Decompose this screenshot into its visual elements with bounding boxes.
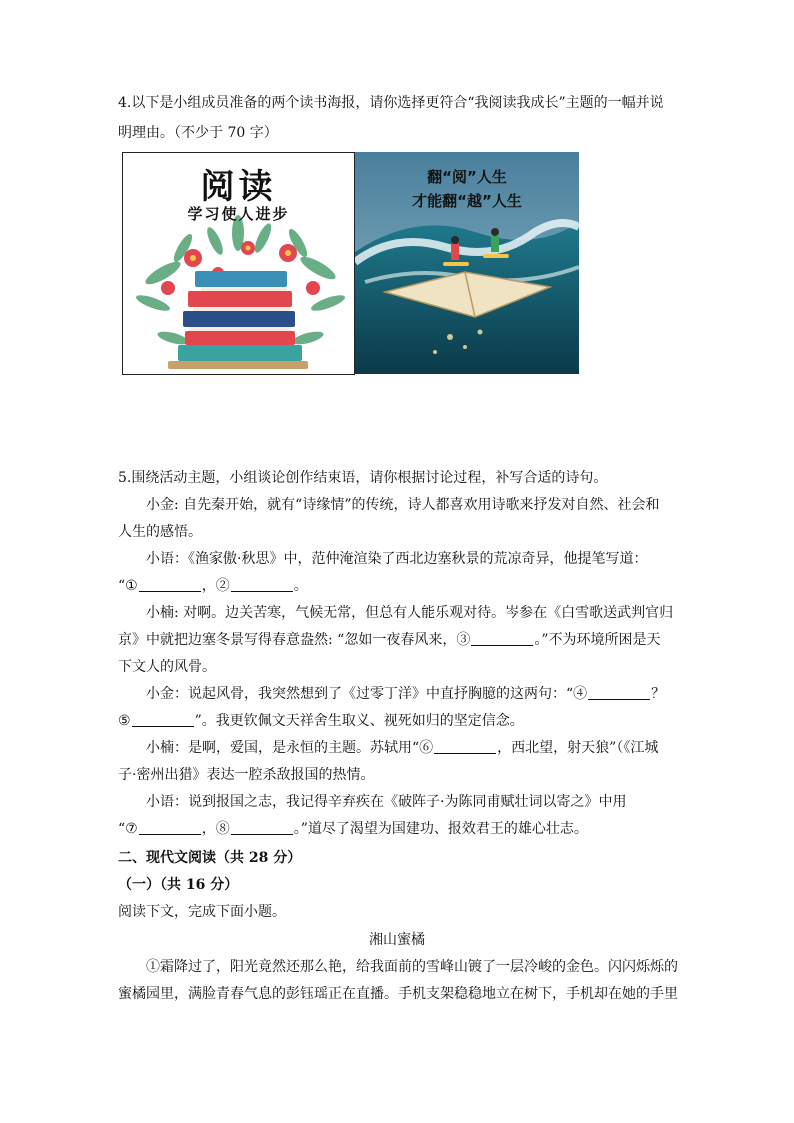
q5-p4b: ⑤ ”。我更钦佩文天祥舍生取义、视死如归的坚定信念。 <box>118 713 524 729</box>
q5-p3a: 小楠: 对啊。边关苦寒，气候无常，但总有人能乐观对待。岑参在《白雪歌送武判官归 <box>146 605 674 621</box>
section2-instruction: 阅读下文，完成下面小题。 <box>118 904 286 920</box>
poster-right-line1: 翻“阅”人生 <box>427 168 507 186</box>
article-para1a: ①霜降过了，阳光竟然还那么艳，给我面前的雪峰山镀了一层冷峻的金色。闪闪烁烁的 <box>146 959 678 975</box>
q5-p3b: 京》中就把边塞冬景写得春意盎然: “忽如一夜春风来，③ 。”不为环境所困是天 <box>118 632 661 648</box>
blank-8[interactable] <box>231 820 293 835</box>
q5-p3c: 下文人的风骨。 <box>118 659 216 675</box>
poster-left <box>122 152 355 375</box>
q4-line1: 4.以下是小组成员准备的两个读书海报，请你选择更符合“我阅读我成长”主题的一幅并说 <box>118 95 664 111</box>
blank-5[interactable] <box>132 712 194 727</box>
q5-p4a: 小金：说起风骨，我突然想到了《过零丁洋》中直抒胸臆的这两句：“④ ？ <box>146 686 666 702</box>
q5-p1b: 人生的感悟。 <box>118 524 202 540</box>
q5-p1a: 小金: 自先秦开始，就有“诗缘情”的传统，诗人都喜欢用诗歌来抒发对自然、社会和 <box>146 497 660 513</box>
blank-6[interactable] <box>434 739 496 754</box>
blank-7[interactable] <box>139 820 201 835</box>
blank-2[interactable] <box>231 577 293 592</box>
blank-1[interactable] <box>139 577 201 592</box>
poster-right <box>355 152 579 374</box>
q5-p6b: “⑦ ，⑧ 。”道尽了渴望为国建功、报效君王的雄心壮志。 <box>118 821 588 837</box>
poster-left-subtitle: 学习使人进步 <box>187 205 290 223</box>
q5-p2a: 小语：《渔家傲·秋思》中，范仲淹渲染了西北边塞秋景的荒凉奇异，他提笔写道： <box>146 551 648 567</box>
q5-p2b: “① ，② 。 <box>118 578 308 594</box>
q4-line2: 明理由。（不少于 70 字） <box>118 125 278 141</box>
q5-p5a: 小楠：是啊，爱国，是永恒的主题。苏轼用“⑥ ，西北望，射天狼”（《江城 <box>146 740 659 756</box>
poster-right-line2: 才能翻“越”人生 <box>412 192 522 210</box>
q5-p5b: 子·密州出猎》表达一腔杀敌报国的热情。 <box>118 767 375 783</box>
blank-4[interactable] <box>588 685 650 700</box>
q5-p6a: 小语：说到报国之志，我记得辛弃疾在《破阵子·为陈同甫赋壮词以寄之》中用 <box>146 794 627 810</box>
poster-left-title: 阅读 <box>200 167 277 207</box>
section2-sub: （一）（共 16 分） <box>118 877 239 893</box>
article-para1b: 蜜橘园里，满脸青春气息的彭钰瑶正在直播。手机支架稳稳地立在树下，手机却在她的手里 <box>118 986 678 1002</box>
q5-intro: 5.围绕活动主题，小组谈论创作结束语，请你根据讨论过程，补写合适的诗句。 <box>118 470 608 486</box>
article-title: 湘山蜜橘 <box>369 932 425 948</box>
section2-heading: 二、现代文阅读（共 28 分） <box>118 850 302 866</box>
blank-3[interactable] <box>471 631 533 646</box>
